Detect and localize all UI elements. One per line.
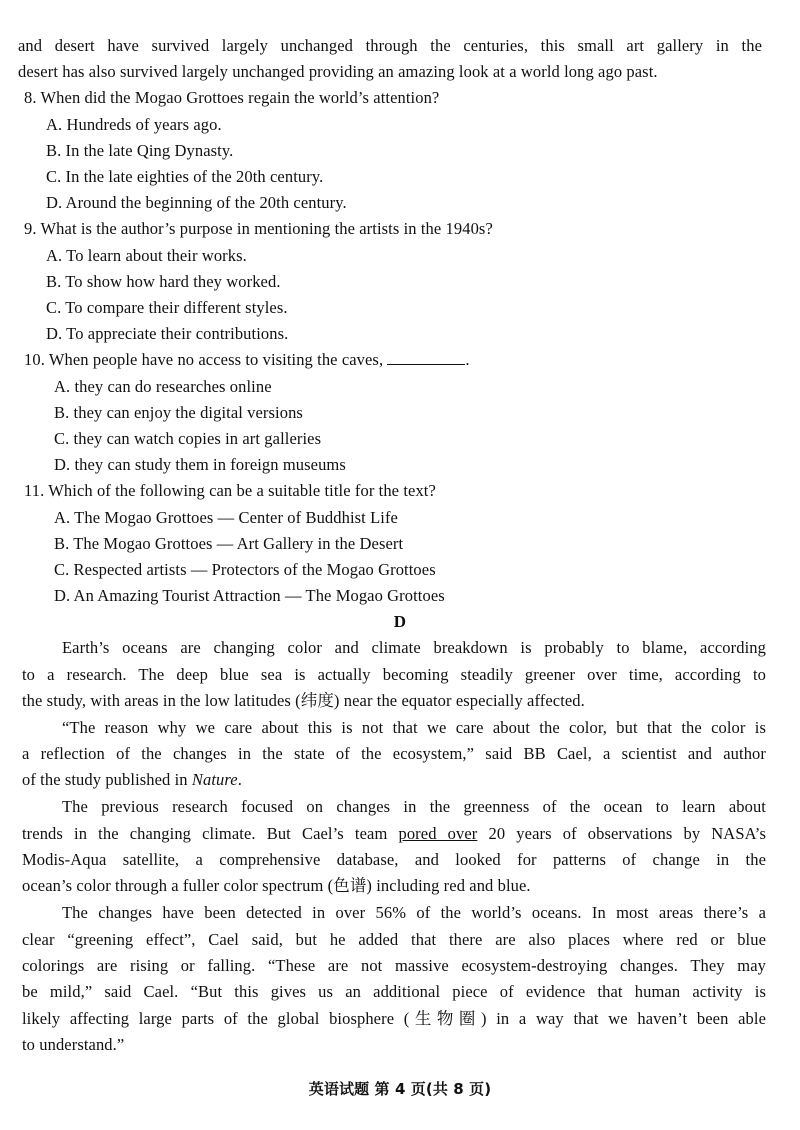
question-9-option-c[interactable]: C. To compare their different styles. xyxy=(46,298,288,317)
passage-p2-line-3-text: of the study published in xyxy=(22,770,192,789)
question-10-stem-end: . xyxy=(465,350,470,369)
question-11-option-c[interactable]: C. Respected artists — Protectors of the Mogao Grottoes xyxy=(54,560,436,579)
carryover-line-1: and desert have survived largely unchanged through the centuries, this small art gallery in the xyxy=(18,36,762,55)
passage-p4-line-4: be mild,” said Cael. “But this gives us an additional piece of evidence that human activity is xyxy=(22,982,766,1001)
question-8-option-d[interactable]: D. Around the beginning of the 20th century. xyxy=(46,193,347,212)
question-10-option-a[interactable]: A. they can do researches online xyxy=(54,377,272,396)
section-heading: D xyxy=(393,612,407,631)
question-9-stem: 9. What is the author’s purpose in mentioning the artists in the 1940s? xyxy=(24,219,493,238)
passage-p3-line-2 xyxy=(22,824,766,844)
passage-p2-line-1: “The reason why we care about this is not that we care about the color, but that the color is xyxy=(62,718,766,737)
question-8-option-c[interactable]: C. In the late eighties of the 20th century. xyxy=(46,167,324,186)
passage-p3-line-2-pre: trends in the changing climate. But Cael’s team xyxy=(22,824,399,843)
question-11-option-b[interactable]: B. The Mogao Grottoes — Art Gallery in the Desert xyxy=(54,534,404,553)
question-11-option-a[interactable]: A. The Mogao Grottoes — Center of Buddhist Life xyxy=(54,508,398,527)
passage-p4-line-2: clear “greening effect”, Cael said, but he added that there are also places where red or blue xyxy=(22,930,766,949)
passage-p2-line-3 xyxy=(22,770,242,790)
passage-p3-line-4: ocean’s color through a fuller color spectrum (色谱) including red and blue. xyxy=(22,876,531,895)
passage-p1-line-3: the study, with areas in the low latitudes (纬度) near the equator especially affected. xyxy=(22,691,585,710)
passage-p4-line-6: to understand.” xyxy=(22,1035,125,1054)
passage-p3-line-1: The previous research focused on changes in the greenness of the ocean to learn about xyxy=(62,797,766,816)
question-10-stem: 10. When people have no access to visiting the caves, xyxy=(24,350,384,369)
page-footer: 英语试题 第 4 页(共 8 页) xyxy=(308,1080,492,1098)
answer-blank[interactable] xyxy=(387,352,465,365)
passage-p2-line-2: a reflection of the changes in the state of the ecosystem,” said BB Cael, a scientist and author xyxy=(22,744,766,763)
question-10-option-d[interactable]: D. they can study them in foreign museums xyxy=(54,455,346,474)
passage-p4-line-5: likely affecting large parts of the global biosphere (生物圈) in a way that we haven’t been able xyxy=(22,1009,766,1028)
question-8-option-a[interactable]: A. Hundreds of years ago. xyxy=(46,115,222,134)
question-11-stem: 11. Which of the following can be a suitable title for the text? xyxy=(24,481,436,500)
question-10-option-b[interactable]: B. they can enjoy the digital versions xyxy=(54,403,303,422)
question-9-option-a[interactable]: A. To learn about their works. xyxy=(46,246,247,265)
passage-p1-line-1: Earth’s oceans are changing color and climate breakdown is probably to blame, according xyxy=(62,638,766,657)
question-9-option-d[interactable]: D. To appreciate their contributions. xyxy=(46,324,289,343)
question-8-option-b[interactable]: B. In the late Qing Dynasty. xyxy=(46,141,234,160)
question-8-stem: 8. When did the Mogao Grottoes regain the world’s attention? xyxy=(24,88,440,107)
underlined-phrase: pored over xyxy=(398,824,478,843)
passage-p3-line-3: Modis-Aqua satellite, a comprehensive database, and looked for patterns of change in the xyxy=(22,850,766,869)
passage-p4-line-3: colorings are rising or falling. “These are not massive ecosystem-destroying changes. They may xyxy=(22,956,766,975)
carryover-line-2: desert has also survived largely unchanged providing an amazing look at a world long ago past. xyxy=(18,62,658,81)
passage-p3-line-2-post: 20 years of observations by NASA’s xyxy=(477,824,766,843)
passage-p4-line-1: The changes have been detected in over 56% of the world’s oceans. In most areas there’s a xyxy=(62,903,766,922)
passage-p2-line-3-end: . xyxy=(237,770,242,789)
question-10-stem-line xyxy=(24,350,470,370)
question-11-option-d[interactable]: D. An Amazing Tourist Attraction — The Mogao Grottoes xyxy=(54,586,445,605)
journal-name: Nature xyxy=(191,770,238,789)
question-9-option-b[interactable]: B. To show how hard they worked. xyxy=(46,272,281,291)
passage-p1-line-2: to a research. The deep blue sea is actually becoming steadily greener over time, according to xyxy=(22,665,766,684)
question-10-option-c[interactable]: C. they can watch copies in art galleries xyxy=(54,429,322,448)
